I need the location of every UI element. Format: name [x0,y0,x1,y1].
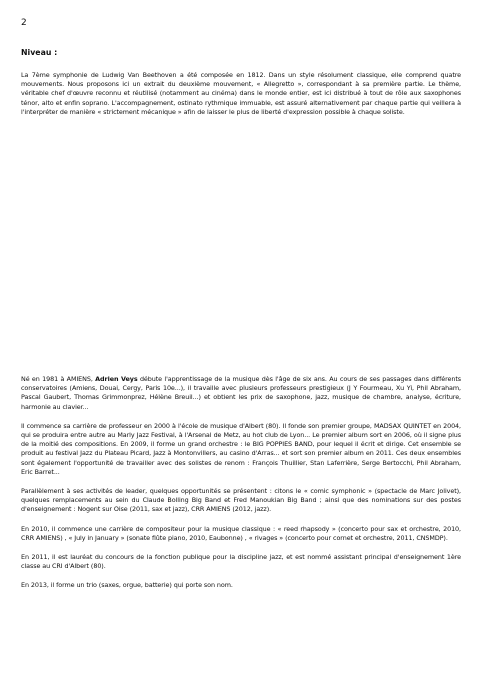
bio-paragraph-3: Parallèlement à ses activités de leader, quelques opportunités se présentent : citons le « comic symphonic » (spectacle de Marc Jolivet), quelques remplacements au sein du Claude Bolling Big Band et Fred Manoukian Big Band ; ainsi que des nominations sur des postes d'enseignement : Nogent sur Oise (2011, sax et jazz), CRR AMIENS (2012, jazz). [21,487,461,514]
artist-name: Adrien Veys [95,375,138,383]
bio-paragraph-1 [21,375,461,412]
bio-paragraph-5: En 2011, il est lauréat du concours de la fonction publique pour la discipline jazz, et est nommé assistant principal d'enseignement 1ère classe au CRI d'Albert (80). [21,553,461,571]
intro-paragraph: La 7ème symphonie de Ludwig Van Beethoven a été composée en 1812. Dans un style résolument classique, elle comprend quatre mouvements. Nous proposons ici un extrait du deuxième mouvement, « Allegretto », correspondant à sa première partie. Le thème, véritable chef d'œuvre reconnu et réutilisé (notamment au cinéma) dans le monde entier, est ici distribué à tout de rôle aux saxophones ténor, alto et enfin soprano. L'accompagnement, ostinato rythmique immuable, est assuré alternativement par chaque partie qui veillera à l'interpréter de manière « strictement mécanique » afin de laisser le plus de liberté d'expression possible à chaque soliste. [21,71,461,116]
bio-paragraph-6: En 2013, il forme un trio (saxes, orgue, batterie) qui porte son nom. [21,581,233,590]
biography [21,375,461,601]
bio-intro-rest: débute l'apprentissage de la musique dès l'âge de six ans. Au cours de ses passages dans différents conservatoires (Amiens, Douai, Cergy, Paris 10e...), il travaille avec plusieurs professeurs prestigieux (J Y Fourmeau, Xu Yi, Phil Abraham, Pascal Gaubert, Thomas Grimmonprez, Hélène Breuil...) et obtient les prix de saxophone, jazz, musique de chambre, analyse, écriture, harmonie au clavier... [21,375,462,411]
bio-paragraph-4: En 2010, il commence une carrière de compositeur pour la musique classique : « reed rhapsody » (concerto pour sax et orchestre, 2010, CRR AMIENS) , « July in January » (sonate flûte piano, 2010, Eaubonne) , « rivages » (concerto pour cornet et orchestre, 2011, CNSMDP). [21,524,461,542]
bio-paragraph-2: Il commence sa carrière de professeur en 2000 à l'école de musique d'Albert (80). Il fonde son premier groupe, MADSAX QUINTET en 2004, qui se produira entre autre au Marly Jazz Festival, à l'Arsenal de Metz, au hot club de Lyon... Le premier album sort en 2006, où il signe plus de la moitié des compositions. En 2009, il forme un grand orchestre : le BIG POPPIES BAND, pour lequel il écrit et dirige. Cet ensemble se produit au festival Jazz du Plateau Picard, Jazz à Montonvillers, au casino d'Arras... et sort son premier album en 2011. Ces deux ensembles sont également l'opportunité de travailler avec des solistes de renom : François Thuillier, Stan Laferrière, Serge Bertocchi, Phil Abraham, Eric Barret... [21,421,461,476]
bio-intro-text: Né en 1981 à AMIENS, [21,375,96,383]
section-heading: Niveau : [21,48,58,57]
page-number: 2 [21,18,27,28]
